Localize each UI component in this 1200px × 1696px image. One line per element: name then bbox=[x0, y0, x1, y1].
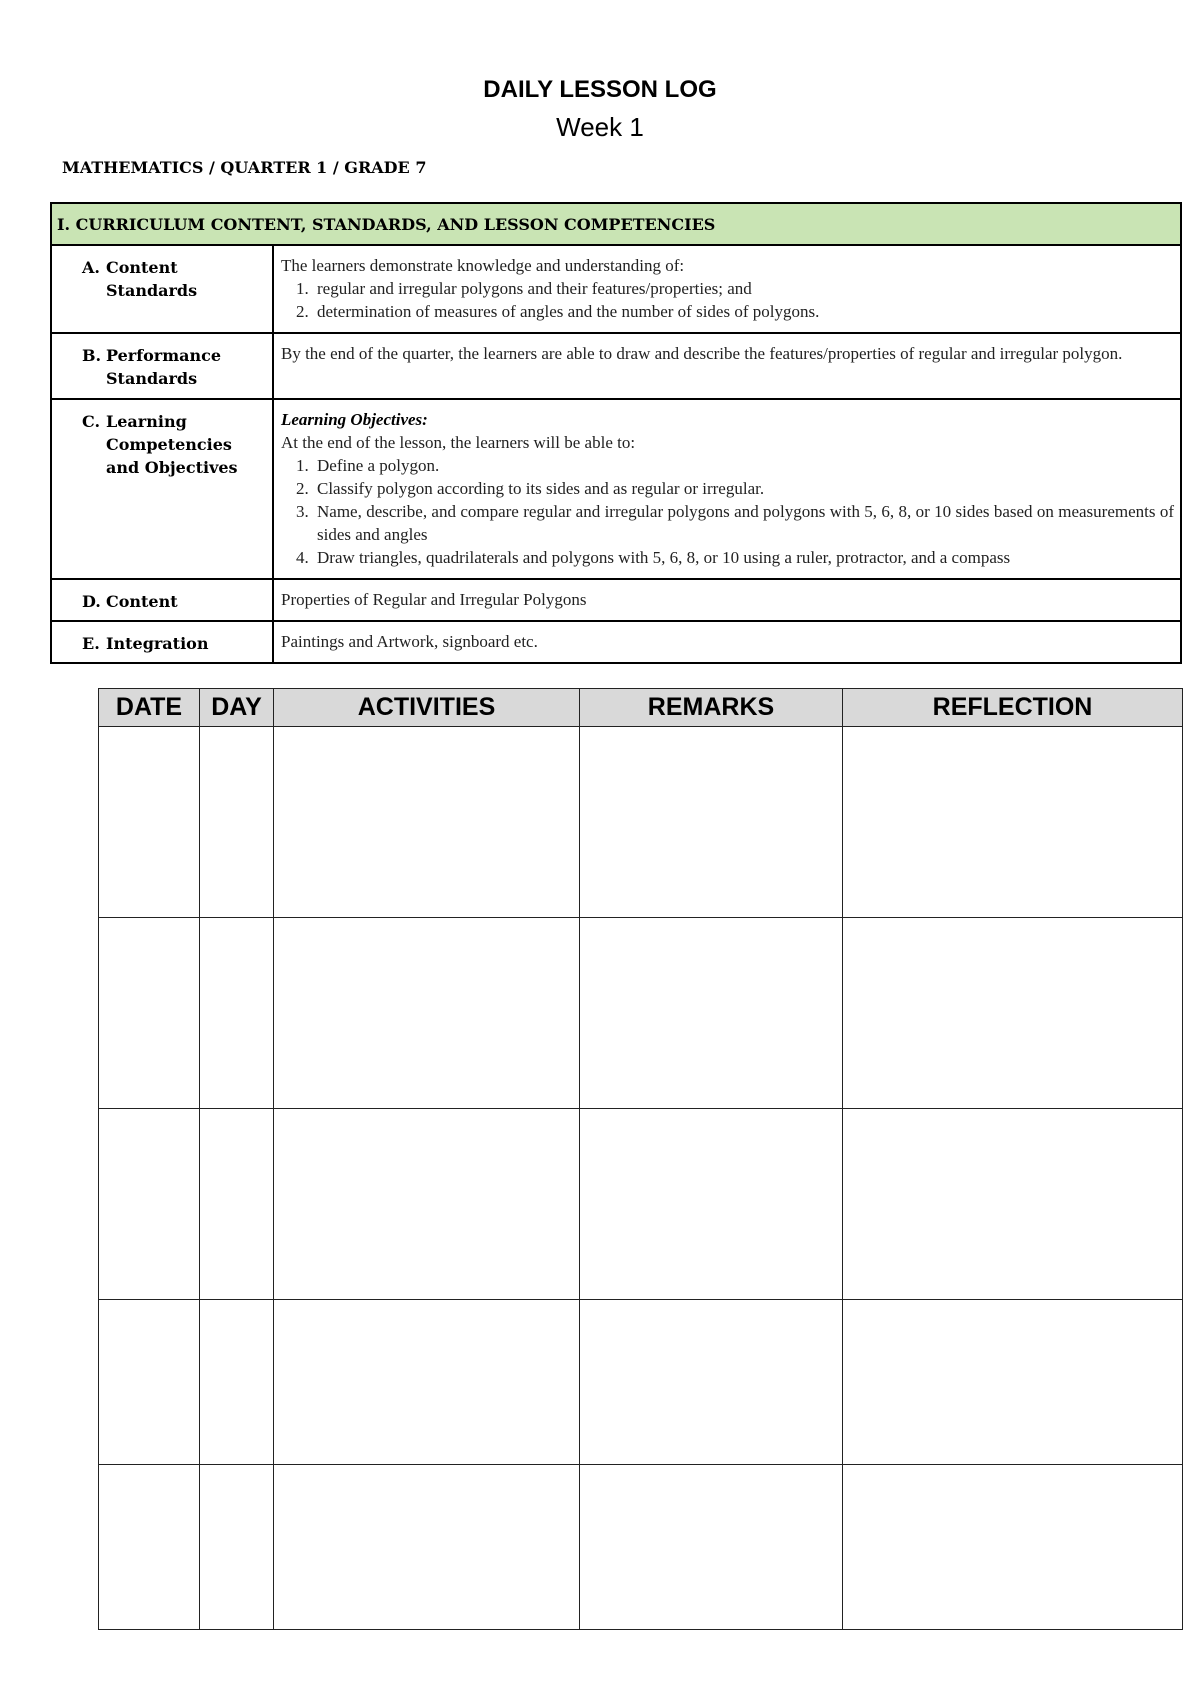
objectives-title: Learning Objectives: bbox=[281, 410, 428, 429]
performance-standards-label bbox=[51, 333, 273, 399]
document-title: DAILY LESSON LOG bbox=[483, 76, 717, 103]
day-cell[interactable] bbox=[200, 1109, 274, 1300]
remarks-cell[interactable] bbox=[580, 1465, 843, 1630]
row-letter: E. bbox=[82, 634, 100, 653]
list-item: 2. Classify polygon according to its sides and as regular or irregular. bbox=[313, 477, 1174, 500]
document-subtitle: Week 1 bbox=[556, 112, 644, 142]
log-header-row bbox=[99, 689, 1183, 727]
header-reflection: REFLECTION bbox=[843, 689, 1183, 727]
row-letter: B. bbox=[82, 346, 102, 365]
list-item: 2. determination of measures of angles and the number of sides of polygons. bbox=[313, 300, 1174, 323]
date-cell[interactable] bbox=[99, 1300, 200, 1465]
list-item: 3. Name, describe, and compare regular and irregular polygons and polygons with 5, 6, 8, or 10 sides based on measurements of sides and angles bbox=[313, 500, 1174, 546]
performance-standards-value: By the end of the quarter, the learners are able to draw and describe the features/properties of regular and irregular polygon. bbox=[273, 333, 1181, 399]
date-cell[interactable] bbox=[99, 1465, 200, 1630]
row-letter: C. bbox=[82, 412, 101, 431]
list-item: 4. Draw triangles, quadrilaterals and polygons with 5, 6, 8, or 10 using a ruler, protractor, and a compass bbox=[313, 546, 1174, 569]
row-label: Content Standards bbox=[106, 258, 198, 300]
date-cell[interactable] bbox=[99, 918, 200, 1109]
reflection-cell[interactable] bbox=[843, 918, 1183, 1109]
reflection-cell[interactable] bbox=[843, 1465, 1183, 1630]
row-label: Content bbox=[106, 592, 178, 611]
remarks-cell[interactable] bbox=[580, 1109, 843, 1300]
header-day: DAY bbox=[200, 689, 274, 727]
reflection-cell[interactable] bbox=[843, 1300, 1183, 1465]
content-standards-label bbox=[51, 245, 273, 333]
reflection-cell[interactable] bbox=[843, 1109, 1183, 1300]
date-cell[interactable] bbox=[99, 727, 200, 918]
integration-value: Paintings and Artwork, signboard etc. bbox=[273, 621, 1181, 663]
row-learning-competencies bbox=[51, 399, 1181, 579]
remarks-cell[interactable] bbox=[580, 1300, 843, 1465]
daily-log-table bbox=[98, 688, 1183, 1630]
header-remarks: REMARKS bbox=[580, 689, 843, 727]
learning-competencies-label bbox=[51, 399, 273, 579]
activities-cell[interactable] bbox=[274, 918, 580, 1109]
content-standards-value bbox=[273, 245, 1181, 333]
integration-label bbox=[51, 621, 273, 663]
table-row bbox=[99, 1300, 1183, 1465]
remarks-cell[interactable] bbox=[580, 918, 843, 1109]
table-row bbox=[99, 727, 1183, 918]
table-row bbox=[99, 1465, 1183, 1630]
row-label: Integration bbox=[106, 634, 209, 653]
curriculum-header-row bbox=[51, 203, 1181, 245]
content-standards-intro: The learners demonstrate knowledge and understanding of: bbox=[281, 256, 685, 275]
activities-cell[interactable] bbox=[274, 727, 580, 918]
objectives-list bbox=[281, 454, 1174, 569]
curriculum-table bbox=[50, 202, 1182, 664]
row-content-standards bbox=[51, 245, 1181, 333]
reflection-cell[interactable] bbox=[843, 727, 1183, 918]
subject-line: MATHEMATICS / QUARTER 1 / GRADE 7 bbox=[62, 158, 427, 177]
remarks-cell[interactable] bbox=[580, 727, 843, 918]
day-cell[interactable] bbox=[200, 727, 274, 918]
header-activities: ACTIVITIES bbox=[274, 689, 580, 727]
table-row bbox=[99, 918, 1183, 1109]
row-integration bbox=[51, 621, 1181, 663]
row-label: Learning Competencies and Objectives bbox=[106, 412, 238, 477]
activities-cell[interactable] bbox=[274, 1300, 580, 1465]
row-content bbox=[51, 579, 1181, 621]
content-value: Properties of Regular and Irregular Polygons bbox=[273, 579, 1181, 621]
list-item: 1. regular and irregular polygons and their features/properties; and bbox=[313, 277, 1174, 300]
row-label: Performance Standards bbox=[106, 346, 222, 388]
day-cell[interactable] bbox=[200, 1465, 274, 1630]
content-standards-list bbox=[281, 277, 1174, 323]
day-cell[interactable] bbox=[200, 918, 274, 1109]
activities-cell[interactable] bbox=[274, 1465, 580, 1630]
activities-cell[interactable] bbox=[274, 1109, 580, 1300]
row-letter: D. bbox=[82, 592, 101, 611]
row-performance-standards bbox=[51, 333, 1181, 399]
curriculum-section-title: I. CURRICULUM CONTENT, STANDARDS, AND LESSON COMPETENCIES bbox=[51, 203, 1181, 245]
day-cell[interactable] bbox=[200, 1300, 274, 1465]
header-date: DATE bbox=[99, 689, 200, 727]
date-cell[interactable] bbox=[99, 1109, 200, 1300]
table-row bbox=[99, 1109, 1183, 1300]
list-item: 1. Define a polygon. bbox=[313, 454, 1174, 477]
objectives-intro: At the end of the lesson, the learners will be able to: bbox=[281, 433, 636, 452]
row-letter: A. bbox=[82, 258, 100, 277]
content-label bbox=[51, 579, 273, 621]
learning-competencies-value bbox=[273, 399, 1181, 579]
